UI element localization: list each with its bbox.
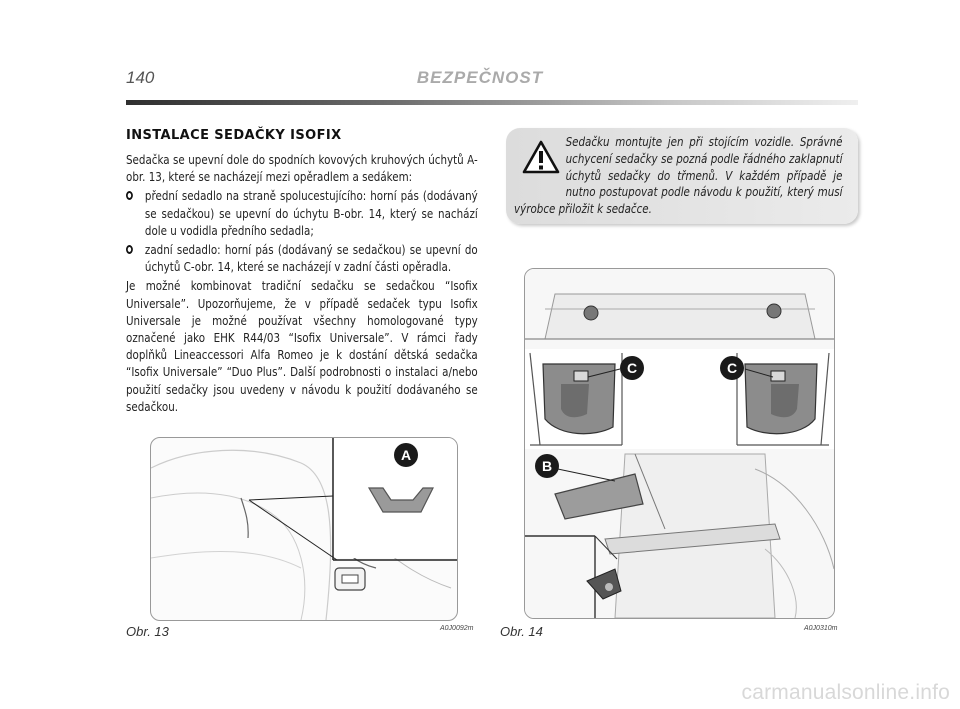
- figure-14: [524, 268, 835, 619]
- bullet-icon: [126, 191, 133, 200]
- bullet-icon: [126, 245, 133, 254]
- warning-text-content: Sedačku montujte jen při stojícím vozidle. Správné uchycení sedačky se pozná podle řádného zaklapnutí úchytů sedačky do třmenů. V každém případě je nutno postupovat podle návodu k použití, který musí výrobce přiložit k sedačce.: [514, 135, 843, 217]
- figure-13: [150, 437, 458, 621]
- body-paragraph: Je možné kombinovat tradiční sedačku se sedačkou “Isofix Universale”. Upozorňujeme, že v případě sedaček typu Isofix Universale je možné používat všechny homologované typy označené jako EHK R44/03 “Isofix Universale”. V rámci řady doplňků Lineaccessori Alfa Romeo je k dostání dětská sedačka “Isofix Universale” “Duo Plus”. Další podrobnosti o instalaci a/nebo použití sedačky jsou uvedeny v návodu k použití dodávaného se sedačkou.: [126, 279, 478, 414]
- page-number: 140: [126, 68, 155, 87]
- figure-13-caption: Obr. 13: [126, 624, 169, 639]
- bullet-text: zadní sedadlo: horní pás (dodávaný se sedačkou) se upevní do úchytů C-obr. 14, které se nacházejí v zadní části opěradla.: [144, 243, 478, 275]
- figure-13-illustration: [151, 438, 457, 620]
- bullet-text: přední sedadlo na straně spolucestujícího: horní pás (dodávaný se sedačkou) se upevní do úchytu B-obr. 14, který se nachází dole u vodidla předního sedadla;: [144, 189, 478, 238]
- intro-paragraph: Sedačka se upevní dole do spodních kovových kruhových úchytů A-obr. 13, které se nacházejí mezi opěradlem a sedákem:: [126, 153, 478, 185]
- warning-box: [506, 128, 858, 224]
- seat-anchor-icon: [335, 568, 365, 590]
- section-header: BEZPEČNOST: [416, 68, 544, 87]
- list-item: [126, 188, 478, 240]
- figure-14-caption: Obr. 14: [500, 624, 543, 639]
- callout-b-label: B: [541, 458, 553, 474]
- callout-a-label: A: [400, 447, 412, 463]
- header-rule: [126, 100, 858, 105]
- list-item: [126, 242, 478, 276]
- figure-14-code: A0J0310m: [804, 625, 838, 632]
- callout-c-right-label: C: [726, 360, 738, 376]
- article-text: [126, 152, 478, 416]
- figure-14-illustration: [525, 269, 834, 618]
- article-column: [126, 128, 478, 418]
- warning-text: [514, 134, 843, 218]
- watermark: carmanualsonline.info: [741, 681, 950, 704]
- figure-13-code: A0J0092m: [440, 625, 474, 632]
- bullet-list: [126, 188, 478, 276]
- section-title: INSTALACE SEDAČKY ISOFIX: [126, 128, 342, 143]
- callout-c-left-label: C: [626, 360, 638, 376]
